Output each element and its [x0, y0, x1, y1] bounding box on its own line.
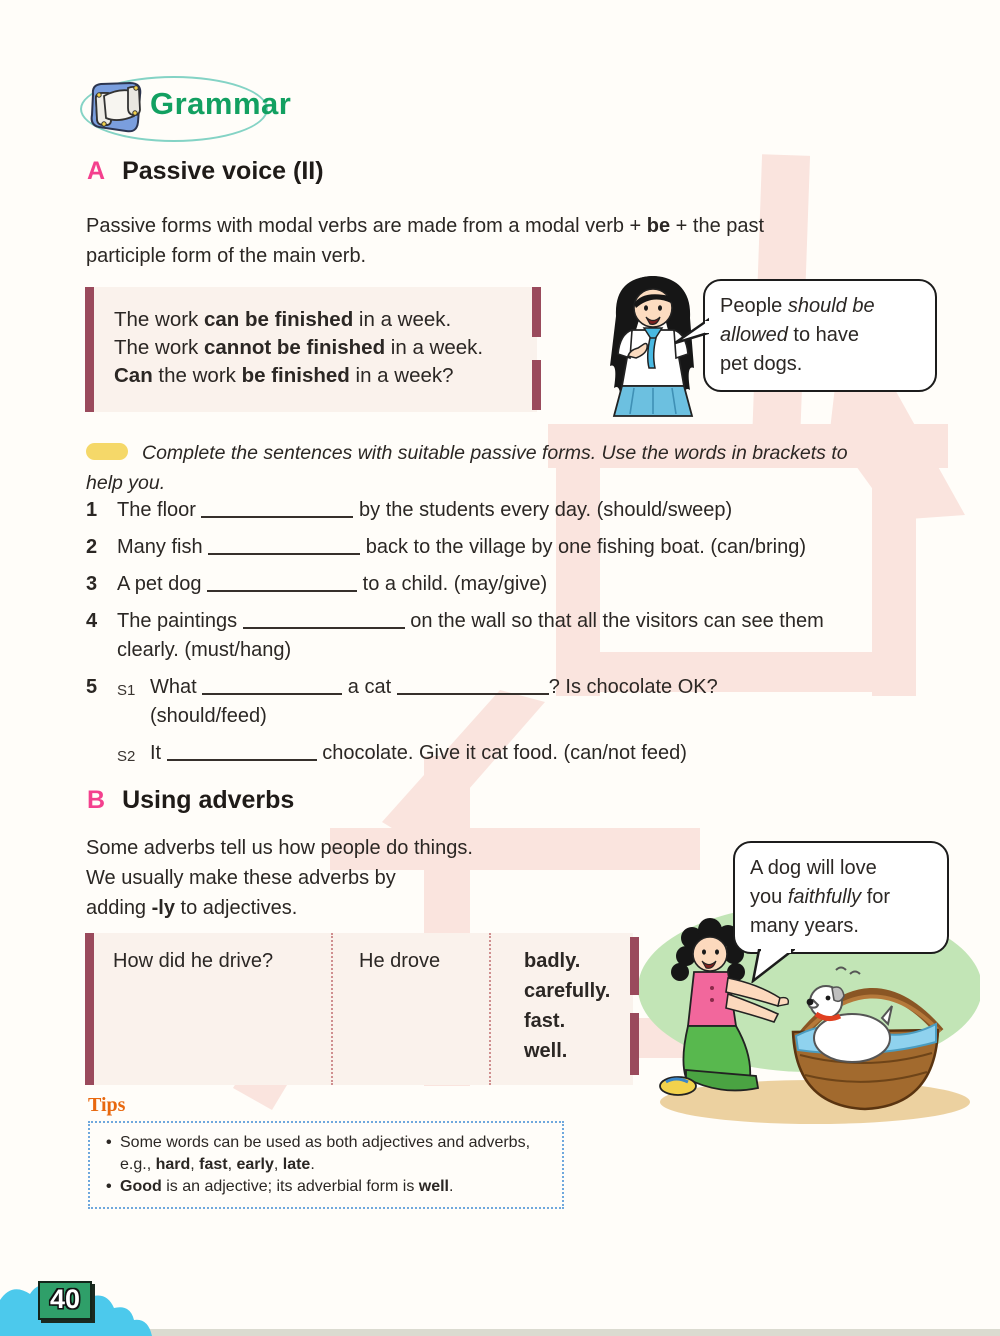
text-segment: Some words can be used as both adjectives and adverbs, — [120, 1134, 531, 1151]
speech-bubble-text — [720, 292, 920, 379]
speech-bubble-tail — [675, 317, 709, 347]
box-right-bar-bottom — [630, 1013, 639, 1075]
answer-blank[interactable] — [202, 676, 342, 695]
adverb-option: carefully. — [524, 980, 611, 1002]
text-segment: faithfully — [787, 886, 862, 908]
text-segment: participle form of the main verb. — [86, 245, 367, 267]
text-segment: adding — [86, 897, 152, 919]
text-segment: to adjectives. — [174, 897, 298, 919]
exercise-item-4 — [86, 607, 966, 665]
box-right-bar-top — [532, 287, 541, 337]
text-segment: Some adverbs tell us how people do things. — [86, 837, 473, 859]
text-segment: -ly — [151, 897, 175, 919]
tip-item — [106, 1176, 552, 1198]
answer-blank[interactable] — [201, 499, 353, 518]
text-segment: The floor — [117, 499, 202, 521]
text-segment: Can — [114, 364, 153, 387]
text-segment: early — [236, 1156, 274, 1173]
item-number: 5 — [86, 676, 98, 698]
text-segment: ? Is chocolate OK? — [548, 676, 718, 698]
answer-blank[interactable] — [167, 742, 317, 761]
text-segment: the work — [152, 364, 242, 387]
item-text — [150, 673, 718, 731]
exercise-instruction — [86, 438, 946, 498]
text-segment: What — [150, 676, 203, 698]
section-a-letter: A — [87, 157, 106, 185]
text-segment: Many fish — [117, 536, 209, 558]
text-segment: many years. — [750, 915, 859, 937]
answer-blank[interactable] — [243, 610, 405, 629]
text-segment: to a child. (may/give) — [357, 573, 548, 595]
exercise-item-2 — [86, 533, 966, 562]
text-segment: We usually make these adverbs by — [86, 867, 396, 889]
section-a-heading — [87, 157, 324, 186]
text-segment: People — [720, 295, 788, 317]
example-line — [114, 362, 537, 390]
text-segment: It — [150, 742, 167, 764]
exercise-item-3 — [86, 570, 966, 599]
tip-item — [106, 1132, 552, 1176]
text-segment: should be — [787, 295, 875, 317]
table-answer-stem: He drove — [333, 933, 491, 1085]
text-segment: + the past — [670, 215, 765, 237]
speech-bubble-adverb — [733, 841, 949, 954]
speech-bubble-text — [750, 854, 932, 941]
item-number-spacer — [86, 739, 117, 771]
adverb-option: well. — [524, 1040, 568, 1062]
box-right-bar-bottom — [532, 360, 541, 410]
exercise-list — [86, 496, 966, 779]
box-left-bar — [85, 933, 94, 1085]
answer-blank[interactable] — [208, 536, 360, 555]
page-title: Grammar — [150, 86, 292, 121]
text-segment: . — [449, 1178, 454, 1195]
text-segment: in a week? — [349, 364, 454, 387]
text-segment: be finished — [241, 364, 350, 387]
exercise-item-5-s1 — [86, 673, 966, 731]
text-segment: in a week. — [385, 336, 484, 359]
table-question: How did he drive? — [85, 933, 333, 1085]
text-segment: help you. — [86, 472, 166, 494]
text-segment: . — [310, 1156, 315, 1173]
speaker-label: S1 — [117, 682, 136, 699]
page-number: 40 — [38, 1281, 92, 1320]
section-a-intro — [86, 211, 876, 271]
item-number: 1 — [86, 499, 98, 521]
adverb-option: fast. — [524, 1010, 566, 1032]
text-segment: back to the village by one fishing boat. (can/bring) — [360, 536, 806, 558]
example-box-passive — [85, 287, 537, 412]
text-segment: be — [646, 215, 671, 237]
text-segment: The work — [114, 336, 204, 359]
example-line — [114, 334, 537, 362]
text-segment: fast — [199, 1156, 228, 1173]
text-segment: The work — [114, 308, 204, 331]
text-segment: hard — [155, 1156, 191, 1173]
box-right-bar-top — [630, 937, 639, 995]
text-segment: in a week. — [353, 308, 452, 331]
item-text — [117, 607, 824, 665]
text-segment: by the students every day. (should/sweep) — [353, 499, 733, 521]
section-b-title: Using adverbs — [122, 786, 295, 814]
text-segment: for — [861, 886, 891, 908]
text-segment: can be finished — [204, 308, 354, 331]
example-line — [114, 306, 537, 334]
item-number: 2 — [86, 536, 98, 558]
text-segment: e.g., — [120, 1156, 156, 1173]
text-segment: Complete the sentences with suitable passive forms. Use the words in brackets to — [142, 442, 848, 464]
text-segment: well — [418, 1178, 449, 1195]
tips-label: Tips — [88, 1094, 126, 1116]
tips-box — [88, 1121, 564, 1209]
item-number: 3 — [86, 573, 98, 595]
text-segment: Good — [120, 1178, 162, 1195]
text-segment: A dog will love — [750, 857, 877, 879]
adverb-option: badly. — [524, 950, 581, 972]
table-adverb-list — [491, 933, 610, 1085]
text-segment: (should/feed) — [150, 705, 267, 727]
exercise-item-5-s2 — [86, 739, 966, 771]
text-segment: , — [190, 1156, 200, 1173]
scroll-icon — [84, 78, 150, 140]
text-segment: late — [282, 1156, 311, 1173]
item-number: 4 — [86, 610, 98, 632]
answer-blank[interactable] — [207, 573, 357, 592]
text-segment: to have — [787, 324, 859, 346]
adverb-table-box — [85, 933, 633, 1085]
section-b-letter: B — [87, 786, 106, 814]
exercise-marker-icon — [86, 443, 128, 460]
section-b-intro — [86, 833, 686, 923]
adverb-table — [85, 933, 633, 1085]
text-segment: cannot be finished — [204, 336, 386, 359]
item-text — [117, 496, 732, 525]
speaker-label: S2 — [117, 748, 136, 765]
text-segment: pet dogs. — [720, 353, 803, 375]
text-segment: chocolate. Give it cat food. (can/not feed) — [316, 742, 687, 764]
item-text — [150, 739, 687, 771]
section-b-heading — [87, 786, 294, 815]
answer-blank[interactable] — [397, 676, 549, 695]
text-segment: a cat — [342, 676, 397, 698]
text-segment: , — [273, 1156, 283, 1173]
item-text — [117, 570, 547, 599]
exercise-item-1 — [86, 496, 966, 525]
section-a-title: Passive voice (II) — [122, 157, 324, 185]
text-segment: you — [750, 886, 788, 908]
speech-bubble-passive — [703, 279, 937, 392]
text-segment: allowed — [720, 324, 788, 346]
text-segment: The paintings — [117, 610, 243, 632]
text-segment: clearly. (must/hang) — [117, 639, 292, 661]
text-segment: Passive forms with modal verbs are made from a modal verb + — [86, 215, 647, 237]
text-segment: , — [227, 1156, 237, 1173]
text-segment: A pet dog — [117, 573, 208, 595]
instruction-text — [86, 442, 848, 494]
speech-bubble-tail — [751, 949, 795, 983]
text-segment: on the wall so that all the visitors can see them — [404, 610, 824, 632]
text-segment: is an adjective; its adverbial form is — [161, 1178, 419, 1195]
box-left-bar — [85, 287, 94, 412]
item-text — [117, 533, 806, 562]
